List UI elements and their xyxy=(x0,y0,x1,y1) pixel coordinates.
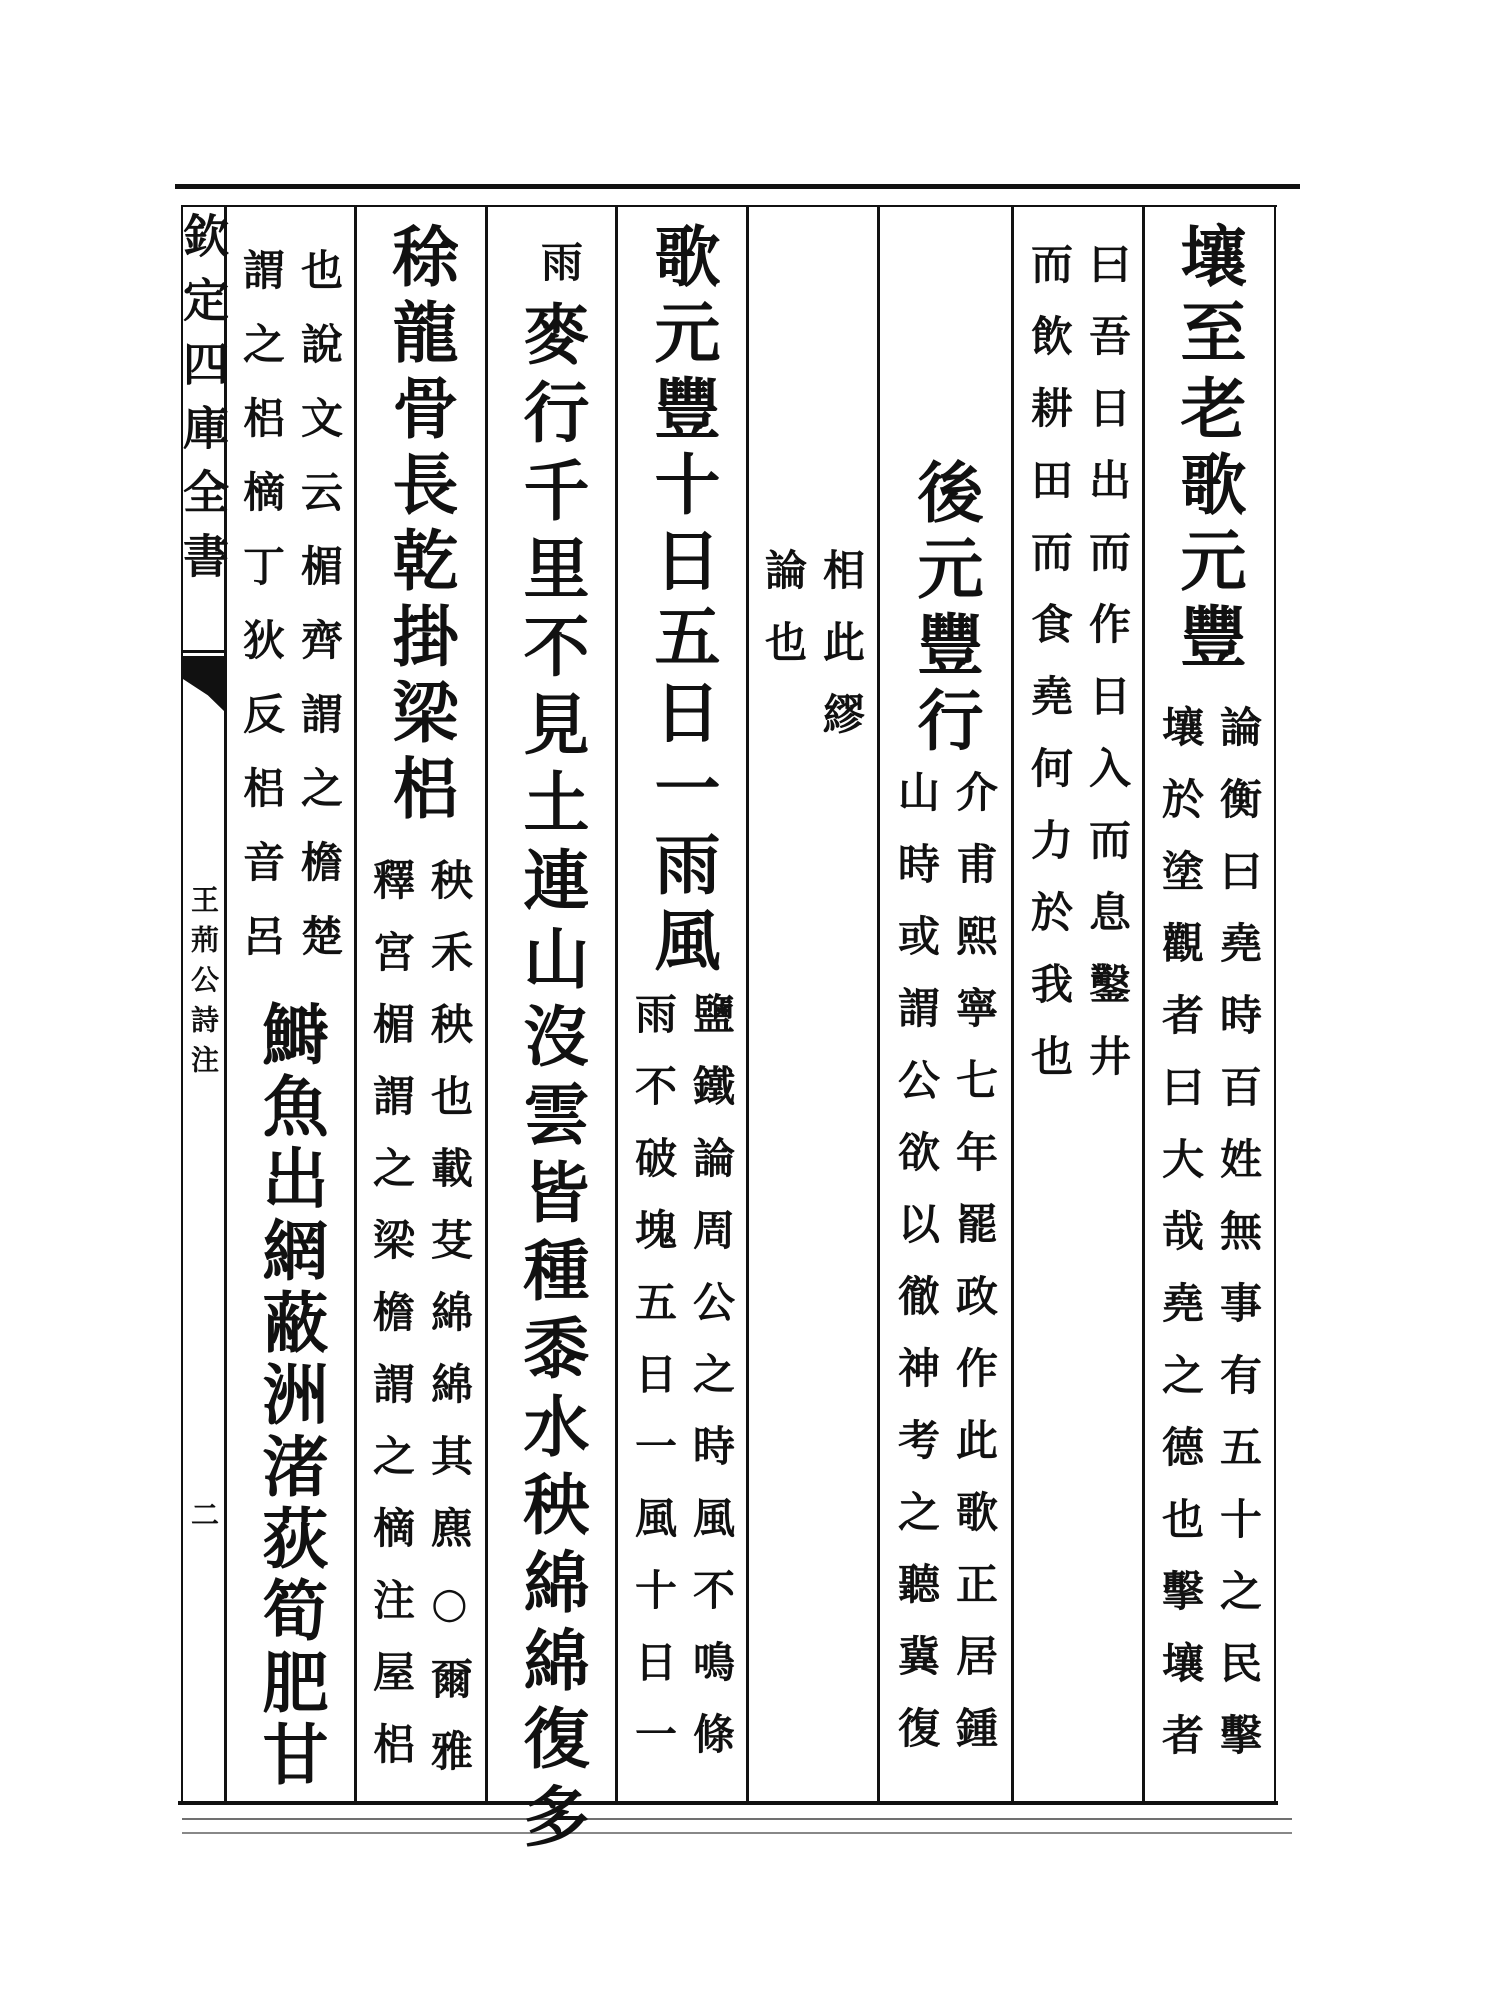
commentary-right: 也說文云楣齊謂之檐楚 xyxy=(295,248,344,988)
poem-title: 後元豐行 xyxy=(906,458,984,762)
column-divider xyxy=(354,205,357,1803)
collection-title: 欽定四庫全書 xyxy=(176,212,230,596)
poem-line: 歌元豐十日五日一雨風 xyxy=(643,222,721,982)
bottom-border-dashed-1 xyxy=(182,1818,1292,1820)
bottom-border-dashed-2 xyxy=(182,1832,1292,1834)
commentary-right: 論衡曰堯時百姓無事有五十之民擊 xyxy=(1214,705,1263,1785)
commentary-right: 秧禾秧也載芟綿綿其麃○爾雅 xyxy=(425,858,474,1801)
commentary-top: 雨 xyxy=(535,240,584,282)
commentary-left: 論也 xyxy=(759,548,808,692)
commentary-right: 鹽鐵論周公之時風不鳴條 xyxy=(687,992,736,1784)
commentary-right: 介甫熙寧七年罷政作此歌正居鍾 xyxy=(950,770,999,1778)
column-divider xyxy=(485,205,488,1803)
commentary-left: 壤於塗觀者曰大哉堯之德也擊壤者 xyxy=(1156,705,1205,1785)
poem-line: 壤至老歌元豐 xyxy=(1169,222,1247,678)
column-divider xyxy=(746,205,749,1803)
fish-tail-line xyxy=(182,650,225,653)
page-number: 二 xyxy=(187,1500,220,1540)
column-divider xyxy=(1142,205,1145,1803)
commentary-left: 雨不破塊五日一風十日一 xyxy=(629,992,678,1784)
column-divider xyxy=(1011,205,1014,1803)
top-border-inner xyxy=(182,205,1277,207)
bottom-border xyxy=(178,1801,1278,1805)
column-divider xyxy=(877,205,880,1803)
right-border xyxy=(1274,205,1276,1803)
commentary-right: 相此繆 xyxy=(817,548,866,764)
book-title: 王荊公詩注 xyxy=(187,885,220,1085)
poem-line: 稌龍骨長乾掛梁梠 xyxy=(381,222,459,830)
poem-line: 麥行千里不見土連山沒雲皆種黍水秧綿綿復多 xyxy=(512,300,590,1860)
commentary-left: 釋宮楣謂之梁檐謂之樀注屋梠 xyxy=(367,858,416,1794)
commentary-right: 曰吾日出而作日入而息鑿井 xyxy=(1083,242,1132,1106)
commentary-left: 山時或謂公欲以徹神考之聽冀復 xyxy=(892,770,941,1778)
poem-line: 鰣魚出網蔽洲渚荻筍肥甘 xyxy=(251,1000,329,1792)
column-divider xyxy=(615,205,618,1803)
commentary-left: 而飲耕田而食堯何力於我也 xyxy=(1025,242,1074,1106)
top-border-outer xyxy=(175,184,1300,189)
fish-tail-mark xyxy=(182,656,225,712)
commentary-left: 謂之梠樀丁狄反梠音呂 xyxy=(237,248,286,988)
